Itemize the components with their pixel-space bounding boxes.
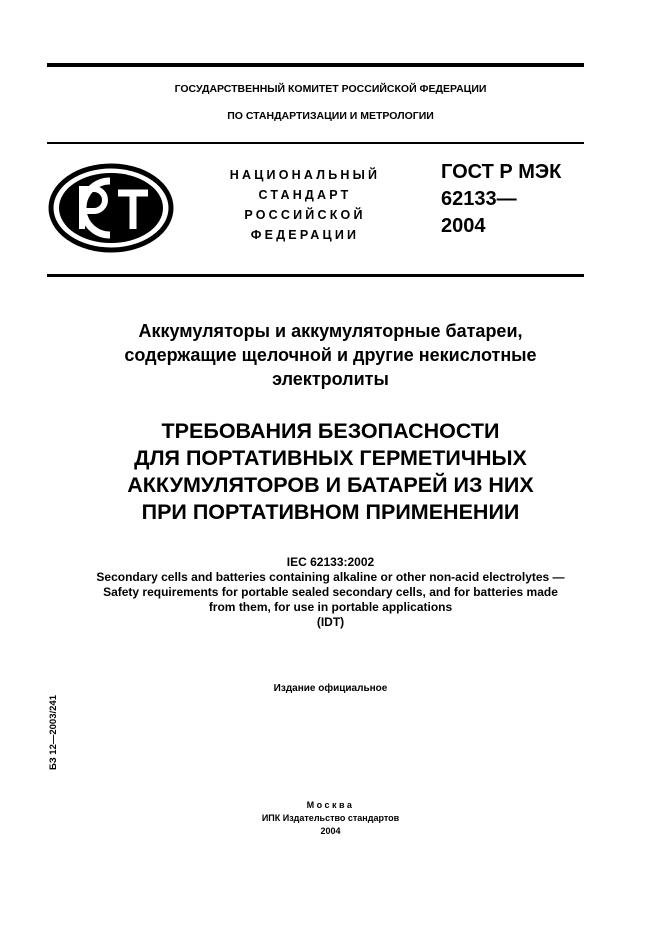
gost-designation [441,159,561,240]
subtitle-line: ПРИ ПОРТАТИВНОМ ПРИМЕНЕНИИ [141,500,520,524]
gost-line: ГОСТ Р МЭК [441,161,562,183]
national-standard-line: СТАНДАРТ [258,188,352,202]
title-line: содержащие щелочной и другие некислотные [124,345,537,365]
imprint [0,799,661,838]
national-standard-line: НАЦИОНАЛЬНЫЙ [229,168,381,182]
side-note: БЗ 12—2003/241 [48,695,59,770]
gost-line: 2004 [441,215,486,237]
title-line: электролиты [272,369,389,389]
imprint-publisher: ИПК Издательство стандартов [261,813,400,823]
top-rule [47,63,584,67]
edition-label: Издание официальное [273,683,388,694]
iec-line: Safety requirements for portable sealed secondary cells, and for batteries made [103,585,558,599]
middle-rule [47,142,584,144]
committee-line-2: ПО СТАНДАРТИЗАЦИИ И МЕТРОЛОГИИ [227,110,434,122]
iec-line: Secondary cells and batteries containing alkaline or other non-acid electrolytes — [96,570,565,584]
committee-line-1: ГОСУДАРСТВЕННЫЙ КОМИТЕТ РОССИЙСКОЙ ФЕДЕРАЦИИ [174,83,487,95]
rst-emblem-icon [48,163,174,253]
gost-line: 62133— [441,188,517,210]
national-standard-line: РОССИЙСКОЙ [244,208,366,222]
subtitle-line: ДЛЯ ПОРТАТИВНЫХ ГЕРМЕТИЧНЫХ [134,446,527,470]
subtitle-line: АККУМУЛЯТОРОВ И БАТАРЕЙ ИЗ НИХ [127,473,534,497]
national-standard-block [200,165,410,245]
subtitle-line: ТРЕБОВАНИЯ БЕЗОПАСНОСТИ [161,419,500,443]
imprint-city: Москва [306,800,355,810]
national-standard-line: ФЕДЕРАЦИИ [250,228,360,242]
imprint-year: 2004 [320,826,341,836]
iec-line: from them, for use in portable applications [208,600,453,614]
lower-rule [47,274,584,277]
document-subtitle [0,418,661,526]
document-title [0,319,661,391]
iec-code: IEC 62133:2002 [286,555,375,569]
iec-line: (IDT) [316,615,345,629]
iec-reference [0,555,661,630]
title-line: Аккумуляторы и аккумуляторные батареи, [138,321,523,341]
